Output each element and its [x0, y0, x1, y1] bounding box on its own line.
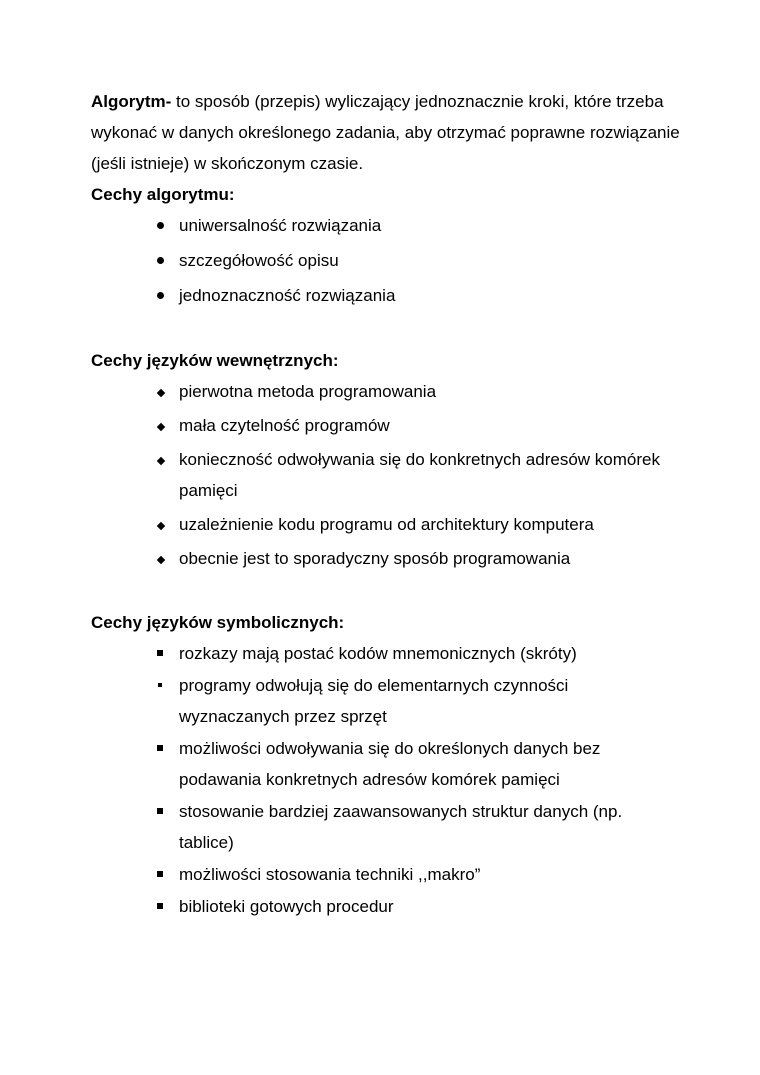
- bullet-square-icon: [155, 891, 169, 922]
- symbolic-languages-list: [91, 638, 681, 922]
- bullet-diamond-icon: [155, 444, 169, 475]
- list-item-text: pierwotna metoda programowania: [179, 382, 437, 401]
- algorithm-definition: [91, 86, 681, 179]
- list-item: [91, 245, 681, 276]
- definition-text: to sposób (przepis) wyliczający jednoznacznie kroki, które trzeba wykonać w danych określonego zadania, aby otrzymać poprawne rozwiązanie (jeśli istnieje) w skończonym czasie.: [91, 92, 680, 173]
- bullet-diamond-icon: [155, 543, 169, 574]
- list-item-text: możliwości odwoływania się do określonych danych bez podawania konkretnych adresów komórek pamięci: [179, 739, 601, 789]
- list-item-text: programy odwołują się do elementarnych czynności wyznaczanych przez sprzęt: [179, 676, 569, 726]
- bullet-square-icon: [155, 733, 169, 764]
- bullet-dot-icon: [155, 280, 169, 311]
- list-item-text: obecnie jest to sporadyczny sposób programowania: [179, 549, 571, 568]
- bullet-diamond-icon: [155, 509, 169, 540]
- list-item: [91, 543, 681, 574]
- algorithm-features-list: [91, 210, 681, 311]
- bullet-dot-icon: [155, 210, 169, 241]
- list-item: [91, 670, 681, 732]
- list-item: [91, 280, 681, 311]
- bullet-square-icon: [155, 796, 169, 827]
- list-item-text: biblioteki gotowych procedur: [179, 897, 394, 916]
- list-item: [91, 638, 681, 669]
- list-item: [91, 509, 681, 540]
- list-item-text: uniwersalność rozwiązania: [179, 216, 382, 235]
- symbolic-languages-heading: Cechy języków symbolicznych:: [91, 613, 345, 632]
- bullet-square-icon: [155, 859, 169, 890]
- list-item-text: stosowanie bardziej zaawansowanych struktur danych (np. tablice): [179, 802, 623, 852]
- internal-languages-heading: Cechy języków wewnętrznych:: [91, 351, 339, 370]
- algorithm-features-heading: Cechy algorytmu:: [91, 185, 235, 204]
- list-item-text: rozkazy mają postać kodów mnemonicznych (skróty): [179, 644, 577, 663]
- list-item: [91, 376, 681, 407]
- list-item: [91, 444, 681, 506]
- list-item: [91, 733, 681, 795]
- bullet-diamond-icon: [155, 410, 169, 441]
- list-item-text: szczegółowość opisu: [179, 251, 339, 270]
- list-item: [91, 410, 681, 441]
- definition-term: Algorytm-: [91, 92, 172, 111]
- bullet-dot-icon: [155, 245, 169, 276]
- bullet-square-icon: [155, 670, 169, 701]
- list-item-text: uzależnienie kodu programu od architektury komputera: [179, 515, 594, 534]
- list-item-text: możliwości stosowania techniki ,,makro”: [179, 865, 481, 884]
- section-spacer: [91, 577, 681, 607]
- internal-languages-list: [91, 376, 681, 574]
- list-item-text: konieczność odwoływania się do konkretnych adresów komórek pamięci: [179, 450, 660, 500]
- list-item: [91, 859, 681, 890]
- list-item-text: mała czytelność programów: [179, 416, 390, 435]
- list-item-text: jednoznaczność rozwiązania: [179, 286, 396, 305]
- section-spacer: [91, 315, 681, 345]
- list-item: [91, 796, 681, 858]
- list-item: [91, 210, 681, 241]
- document-page: [91, 86, 681, 923]
- bullet-square-icon: [155, 638, 169, 669]
- list-item: [91, 891, 681, 922]
- bullet-diamond-icon: [155, 376, 169, 407]
